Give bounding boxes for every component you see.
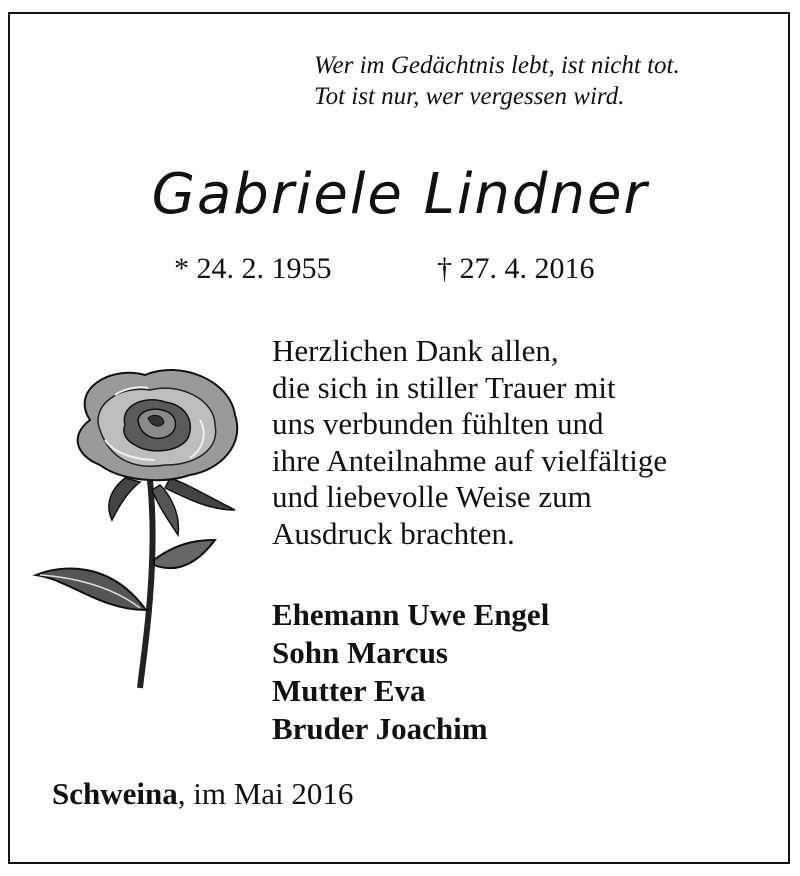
motto-line-1: Wer im Gedächtnis lebt, ist nicht tot. <box>314 52 680 79</box>
family-member: Sohn Marcus <box>272 635 448 670</box>
family-signatures <box>272 596 772 748</box>
family-member: Ehemann Uwe Engel <box>272 597 550 632</box>
deceased-name: Gabriele Lindner <box>151 162 649 227</box>
family-member: Mutter Eva <box>272 673 426 708</box>
place-month: , im Mai 2016 <box>177 776 354 811</box>
thanks-line: die sich in stiller Trauer mit <box>272 369 616 405</box>
motto-quote <box>314 50 754 112</box>
thanks-message <box>272 333 772 552</box>
rose-icon <box>30 360 250 690</box>
thanks-line: ihre Anteilnahme auf vielfältige <box>272 442 668 478</box>
thanks-line: Ausdruck brachten. <box>272 515 515 551</box>
place-date <box>52 776 353 812</box>
death-date: † 27. 4. 2016 <box>437 252 595 285</box>
birth-date: * 24. 2. 1955 <box>174 252 332 285</box>
thanks-line: Herzlichen Dank allen, <box>272 333 559 368</box>
thanks-line: und liebevolle Weise zum <box>272 479 592 514</box>
place-town: Schweina <box>52 776 178 811</box>
family-member: Bruder Joachim <box>272 711 488 746</box>
thanks-line: uns verbunden fühlten und <box>272 406 604 441</box>
motto-line-2: Tot ist nur, wer vergessen wird. <box>314 83 625 110</box>
